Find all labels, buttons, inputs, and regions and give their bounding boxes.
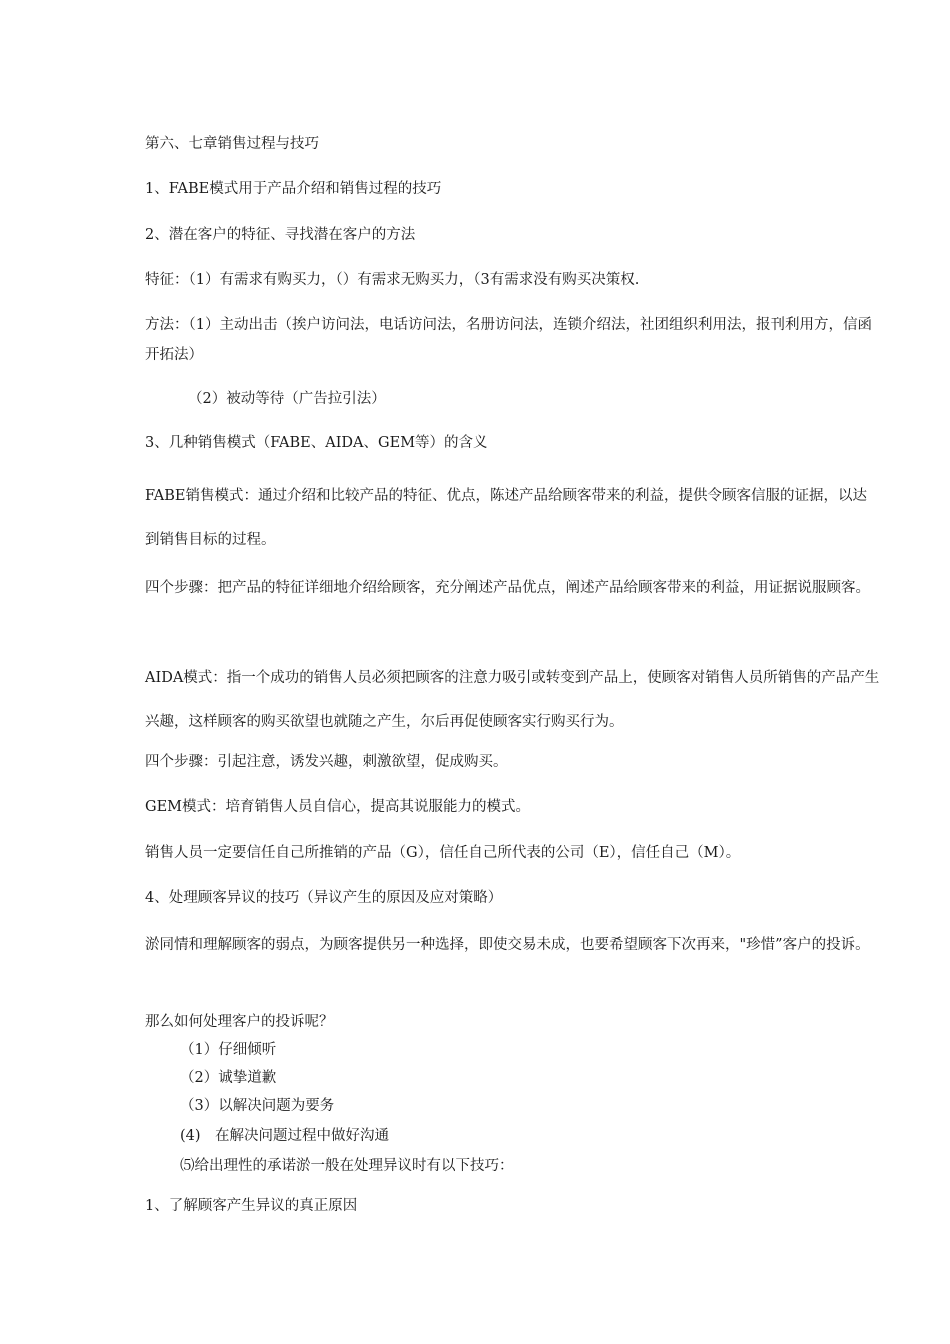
complaint-step-4: (4) 在解决问题过程中做好沟通 <box>180 1128 390 1144</box>
section-2-heading: 2、潜在客户的特征、寻找潜在客户的方法 <box>145 227 416 243</box>
section-4-heading: 4、处理顾客异议的技巧（异议产生的原因及应对策略） <box>145 890 503 906</box>
complaint-step-3: （3）以解决问题为要务 <box>180 1098 335 1114</box>
aida-definition: AIDA模式：指一个成功的销售人员必须把顾客的注意力吸引或转变到产品上，使顾客对销售人员所销售的产品产生兴趣，这样顾客的购买欲望也就随之产生，尔后再促使顾客实行购买行为。 <box>145 670 880 730</box>
features-paragraph: 特征：（1）有需求有购买力，（）有需求无购买力，（3有需求没有购买决策权. <box>145 272 640 288</box>
fabe-definition: FABE销售模式：通过介绍和比较产品的特征、优点，陈述产品给顾客带来的利益，提供令顾客信服的证据，以达到销售目标的过程。 <box>145 488 868 548</box>
complaint-step-5: ⑸给出理性的承诺淤一般在处理异议时有以下技巧： <box>180 1158 514 1174</box>
section-1-heading: 1、FABE模式用于产品介绍和销售过程的技巧 <box>145 181 442 197</box>
complaint-step-2: （2）诚挚道歉 <box>180 1070 277 1086</box>
complaint-step-1: （1）仔细倾听 <box>180 1042 277 1058</box>
fabe-steps: 四个步骤：把产品的特征详细地介绍给顾客，充分阐述产品优点，阐述产品给顾客带来的利益，用证据说服顾客。 <box>145 580 870 596</box>
methods-paragraph: 方法：（1）主动出击（挨户访问法，电话访问法，名册访问法，连锁介绍法，社团组织利用法，报刊利用方，信函开拓法） <box>145 317 872 363</box>
section-3-heading: 3、几种销售模式（FABE、AIDA、GEM等）的含义 <box>145 435 488 451</box>
gem-definition: GEM模式：培育销售人员自信心，提高其说服能力的模式。 <box>145 799 531 815</box>
gem-explanation: 销售人员一定要信任自己所推销的产品（G），信任自己所代表的公司（E），信任自己（M）。 <box>145 845 741 861</box>
objection-paragraph: 淤同情和理解顾客的弱点，为顾客提供另一种选择，即使交易未成，也要希望顾客下次再来，"珍惜”客户的投诉。 <box>145 937 870 953</box>
technique-1: 1、了解顾客产生异议的真正原因 <box>145 1198 358 1214</box>
complaint-question: 那么如何处理客户的投诉呢？ <box>145 1014 334 1030</box>
chapter-title: 第六、七章销售过程与技巧 <box>145 136 319 152</box>
aida-steps: 四个步骤：引起注意，诱发兴趣，刺激欲望，促成购买。 <box>145 754 508 770</box>
methods-passive-item: （2）被动等待（广告拉引法） <box>188 391 386 407</box>
